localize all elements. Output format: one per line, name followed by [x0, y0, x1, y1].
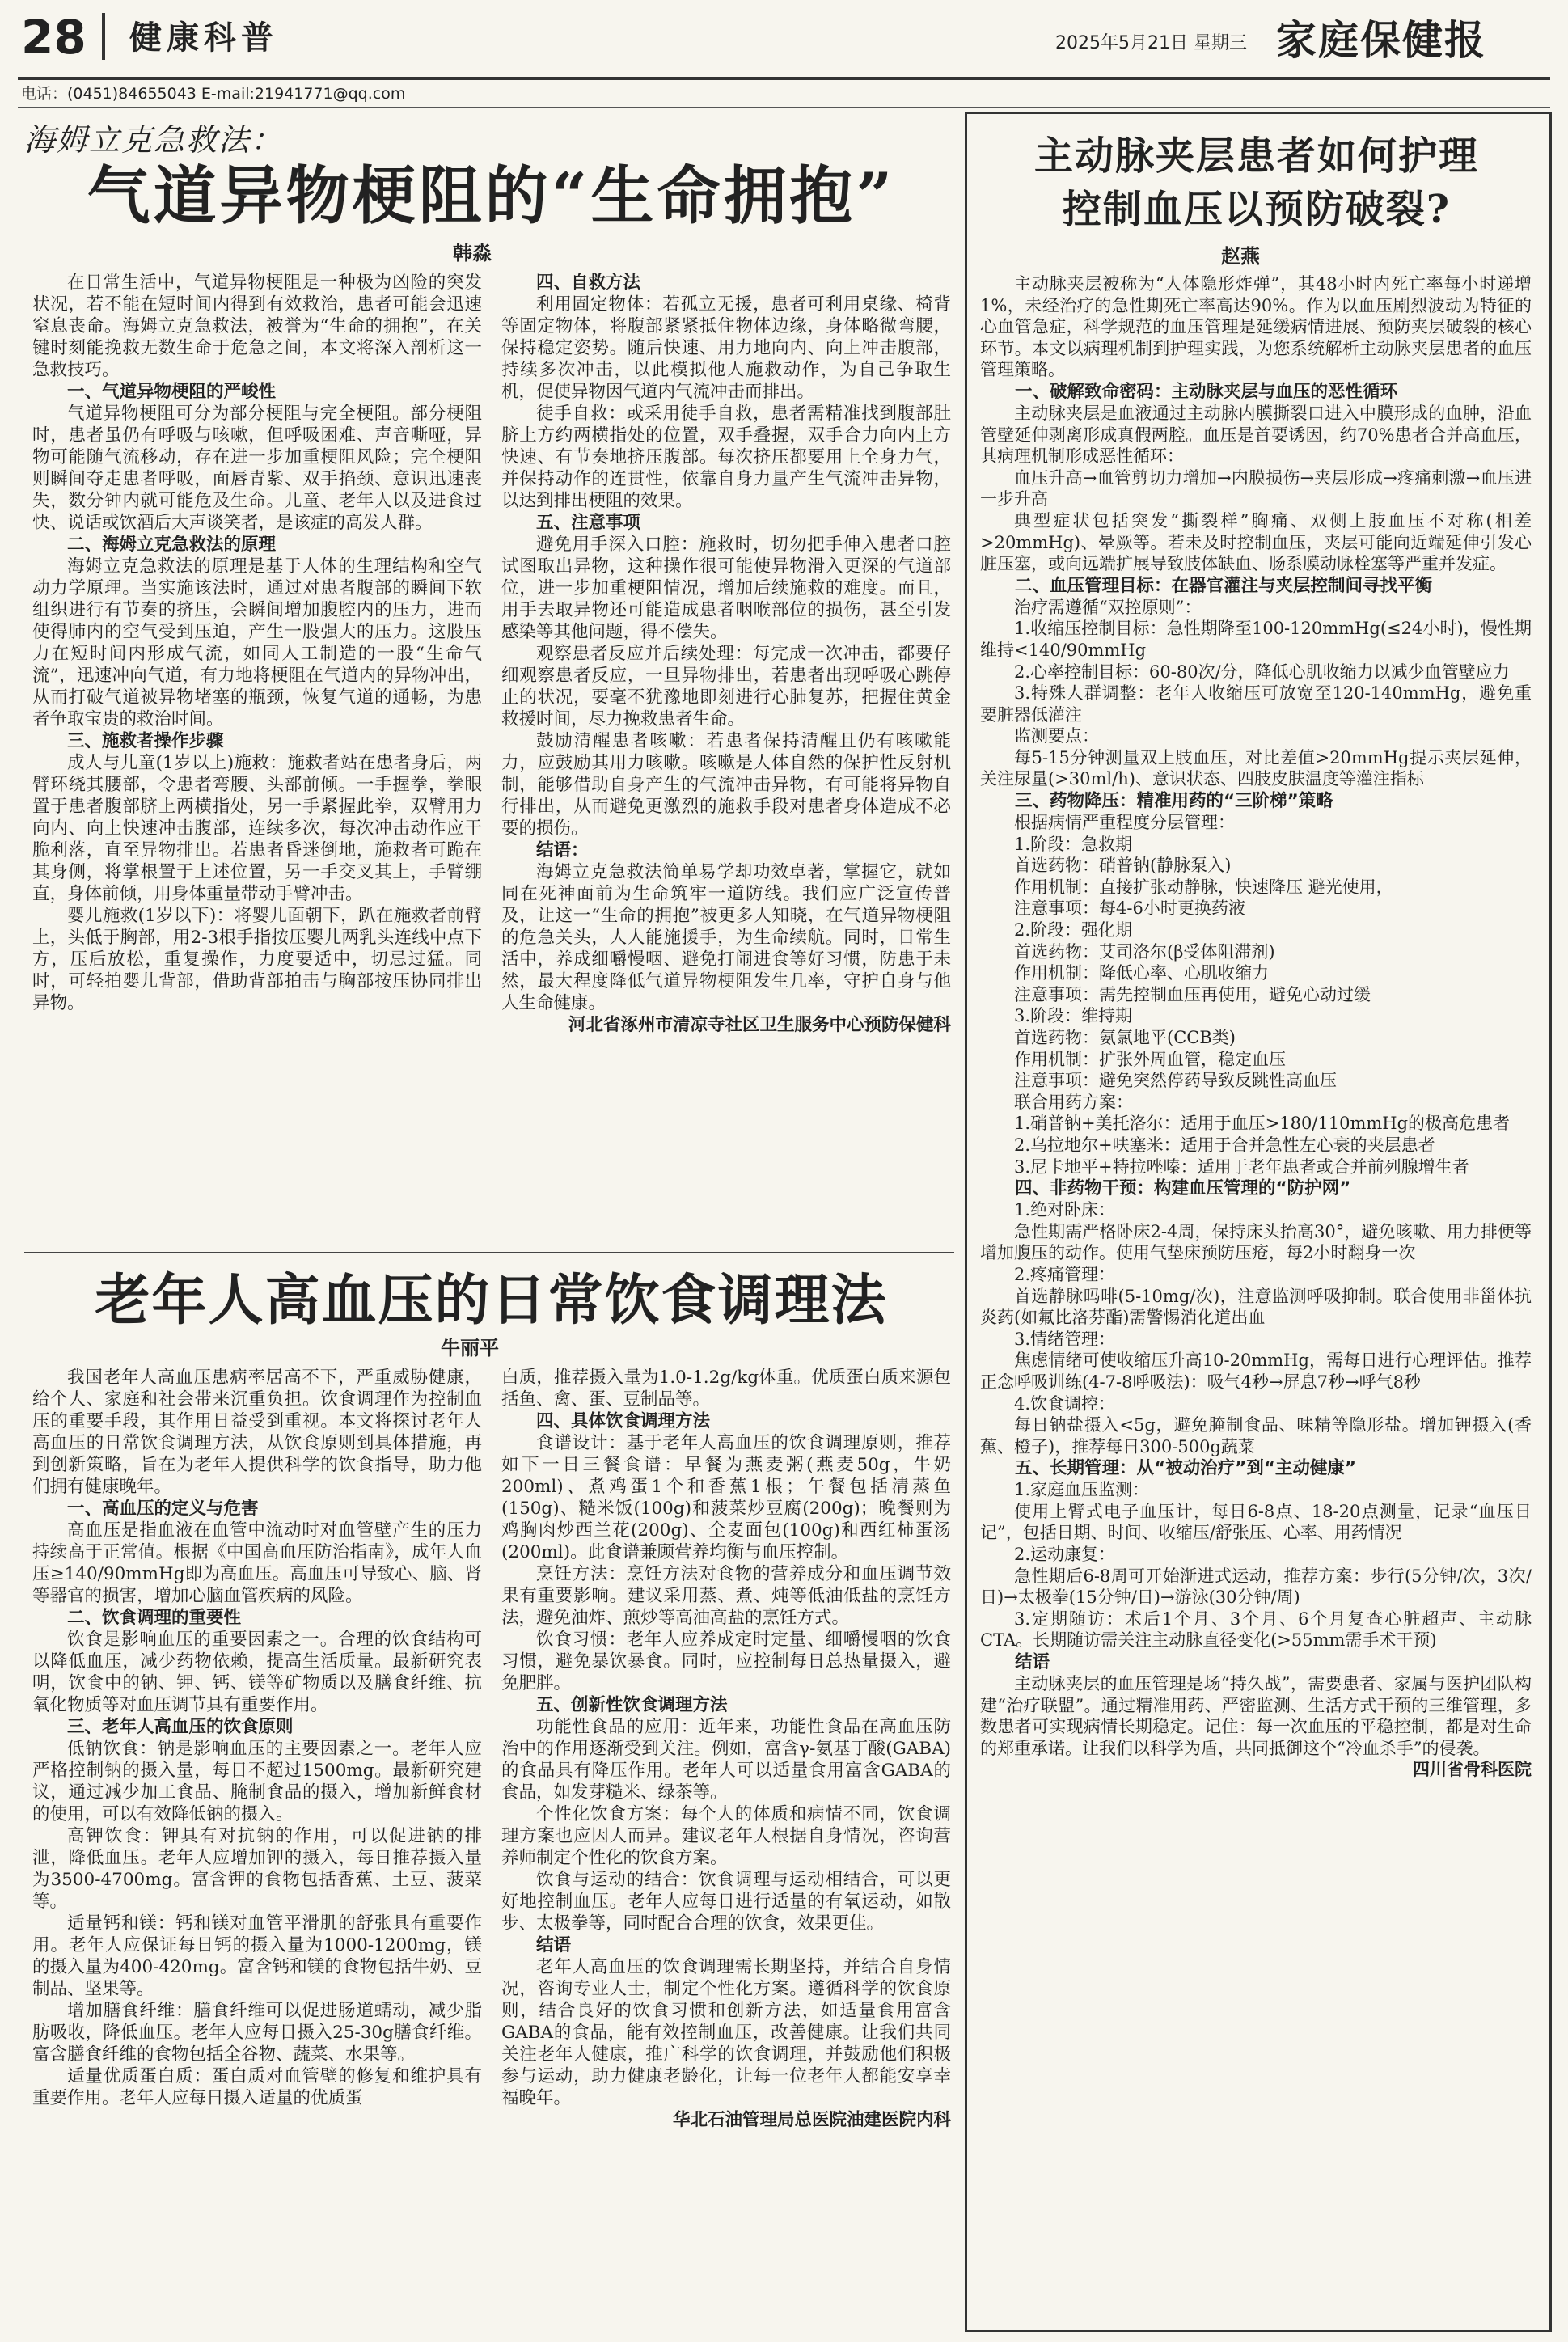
- paragraph: 首选药物：硝普钠(静脉泵入): [1014, 856, 1232, 876]
- article1-column-1: [32, 272, 482, 1014]
- paragraph: 3.阶段：维持期: [1014, 1006, 1133, 1026]
- byline-institution: 华北石油管理局总医院油建医院内科: [672, 2110, 951, 2130]
- subheading: 三、老年人高血压的饮食原则: [67, 1717, 294, 1737]
- paragraph: 1.家庭血压监测：: [1014, 1480, 1150, 1500]
- paragraph: 利用固定物体：若孤立无援，患者可利用桌缘、椅背等固定物体，将腹部紧紧抵住物体边缘，身体略微弯腰，保持稳定姿势。随后快速、用力地向内、向上冲击腹部，持续多次冲击，以此模拟他人施救动作，为自己争取生机，促使异物因气道内气流冲击而排出。: [501, 294, 951, 402]
- paragraph: 典型症状包括突发“撕裂样”胸痛、双侧上肢血压不对称(相差>20mmHg)、晕厥等。若未及时控制血压，夹层可能向近端延伸引发心脏压塞，或向远端扩展导致肢体缺血、肠系膜动脉栓塞等严重并发症。: [980, 510, 1532, 574]
- header-rule: [18, 77, 1550, 80]
- contact-rule: [18, 107, 1550, 108]
- subheading: 一、破解致命密码：主动脉夹层与血压的恶性循环: [1015, 381, 1398, 402]
- paragraph: 使用上臂式电子血压计，每日6-8点、18-20点测量，记录“血压日记”，包括日期、时间、收缩压/舒张压、心率、用药情况: [980, 1501, 1532, 1543]
- article2-column-1: [32, 1367, 482, 2109]
- paragraph: 联合用药方案：: [1014, 1092, 1133, 1112]
- paragraph: 老年人高血压的饮食调理需长期坚持，并结合自身情况，咨询专业人士，制定个性化方案。遵循科学的饮食原则，结合良好的饮食习惯和创新方法，如适量食用富含GABA的食品，能有效控制血压，改善健康。让我们共同关注老年人健康，推广科学的饮食调理，并鼓励他们积极参与运动，助力健康老龄化，让每一位老年人都能安享幸福晚年。: [501, 1957, 951, 2108]
- byline-institution: 河北省涿州市清凉寺社区卫生服务中心预防保健科: [568, 1015, 951, 1035]
- paragraph: 2.疼痛管理：: [1014, 1264, 1116, 1284]
- paragraph: 低钠饮食：钠是影响血压的主要因素之一。老年人应严格控制钠的摄入量，每日不超过1500mg。最新研究建议，通过减少加工食品、腌制食品的摄入，增加新鲜食材的使用，可以有效降低钠的摄入。: [32, 1739, 482, 1824]
- paragraph: 我国老年人高血压患病率居高不下，严重威胁健康，给个人、家庭和社会带来沉重负担。饮食调理作为控制血压的重要手段，其作用日益受到重视。本文将探讨老年人高血压的日常饮食调理方法，从饮食原则到具体措施，再到创新策略，旨在为老年人提供科学的饮食指导，助力他们拥有健康晚年。: [32, 1368, 482, 1497]
- paragraph: 每5-15分钟测量双上肢血压，对比差值>20mmHg提示夹层延伸，关注尿量(>30ml/h)、意识状态、四肢皮肤温度等灌注指标: [980, 747, 1532, 789]
- paragraph: 海姆立克急救法简单易学却功效卓著，掌握它，就如同在死神面前为生命筑牢一道防线。我们应广泛宣传普及，让这一“生命的拥抱”被更多人知晓，在气道异物梗阻的危急关头，人人能施援手，为生命续航。同时，日常生活中，养成细嚼慢咽、避免打闹进食等好习惯，防患于未然，最大程度降低气道异物梗阻发生几率，守护自身与他人生命健康。: [501, 862, 951, 1013]
- paragraph: 高钾饮食：钾具有对抗钠的作用，可以促进钠的排泄，降低血压。老年人应增加钾的摄入，每日推荐摄入量为3500-4700mg。富含钾的食物包括香蕉、土豆、菠菜等。: [32, 1826, 482, 1912]
- paragraph: 食谱设计：基于老年人高血压的饮食调理原则，推荐如下一日三餐食谱：早餐为燕麦粥(燕麦50g，牛奶200ml)、煮鸡蛋1个和香蕉1根；午餐包括清蒸鱼(150g)、糙米饭(100g)和菠菜炒豆腐(200g)；晚餐则为鸡胸肉炒西兰花(200g)、全麦面包(100g)和西红柿蛋汤(200ml)。此食谱兼顾营养均衡与血压控制。: [501, 1433, 951, 1562]
- subheading: 五、创新性饮食调理方法: [536, 1695, 728, 1715]
- paragraph: 血压升高→血管剪切力增加→内膜损伤→夹层形成→疼痛刺激→血压进一步升高: [980, 467, 1532, 509]
- paragraph: 2.乌拉地尔+呋塞米：适用于合并急性左心衰的夹层患者: [1014, 1135, 1435, 1155]
- paragraph: 焦虑情绪可使收缩压升高10-20mmHg，需每日进行心理评估。推荐正念呼吸训练(4-7-8呼吸法)：吸气4秒→屏息7秒→呼气8秒: [980, 1351, 1532, 1392]
- subheading: 二、饮食调理的重要性: [67, 1608, 242, 1628]
- paragraph: 在日常生活中，气道异物梗阻是一种极为凶险的突发状况，若不能在短时间内得到有效救治，患者可能会迅速窒息丧命。海姆立克急救法，被誉为“生命的拥抱”，在关键时刻能挽救无数生命于危急之间，本文将深入剖析这一急救技巧。: [32, 273, 482, 380]
- article-divider: [24, 1252, 954, 1253]
- issue-date: 2025年5月21日 星期三: [1055, 33, 1247, 53]
- article1-column-2: [501, 272, 951, 1036]
- subheading: 五、注意事项: [536, 513, 641, 533]
- paragraph: 增加膳食纤维：膳食纤维可以促进肠道蠕动，减少脂肪吸收，降低血压。老年人应每日摄入25-30g膳食纤维。富含膳食纤维的食物包括全谷物、蔬菜、水果等。: [32, 2001, 482, 2065]
- paragraph: 注意事项：需先控制血压再使用，避免心动过缓: [1014, 984, 1371, 1004]
- paragraph: 烹饪方法：烹饪方法对食物的营养成分和血压调节效果有重要影响。建议采用蒸、煮、炖等低油低盐的烹饪方法，避免油炸、煎炒等高油高盐的烹饪方式。: [501, 1564, 951, 1628]
- paragraph: 根据病情严重程度分层管理：: [1014, 813, 1235, 833]
- paragraph: 注意事项：避免突然停药导致反跳性高血压: [1014, 1071, 1337, 1091]
- paragraph: 1.硝普钠+美托洛尔：适用于血压>180/110mmHg的极高危患者: [1014, 1114, 1511, 1134]
- paragraph: 高血压是指血液在血管中流动时对血管壁产生的压力持续高于正常值。根据《中国高血压防治指南》，成年人血压≥140/90mmHg即为高血压。高血压可导致心、脑、肾等器官的损害，增加心脑血管疾病的风险。: [32, 1520, 482, 1606]
- paragraph: 主动脉夹层是血液通过主动脉内膜撕裂口进入中膜形成的血肿，沿血管壁延伸剥离形成真假两腔。血压是首要诱因，约70%患者合并高血压，其病理机制形成恶性循环：: [980, 403, 1532, 467]
- paragraph: 急性期后6-8周可开始渐进式运动，推荐方案：步行(5分钟/次，3次/日)→太极拳(15分钟/日)→游泳(30分钟/周): [980, 1566, 1532, 1608]
- paragraph: 饮食与运动的结合：饮食调理与运动相结合，可以更好地控制血压。老年人应每日进行适量的有氧运动，如散步、太极拳等，同时配合合理的饮食，效果更佳。: [501, 1870, 951, 1934]
- subheading: 四、具体饮食调理方法: [536, 1411, 711, 1431]
- paragraph: 1.绝对卧床：: [1014, 1200, 1116, 1220]
- paragraph: 首选药物：艾司洛尔(β受体阻滞剂): [1014, 941, 1275, 962]
- paragraph: 2.心率控制目标：60-80次/分，降低心肌收缩力以减少血管壁应力: [1014, 662, 1510, 682]
- paragraph: 3.特殊人群调整：老年人收缩压可放宽至120-140mmHg，避免重要脏器低灌注: [980, 683, 1532, 725]
- paragraph: 适量优质蛋白质：蛋白质对血管壁的修复和维护具有重要作用。老年人应每日摄入适量的优质蛋: [32, 2066, 482, 2108]
- paragraph: 首选静脉吗啡(5-10mg/次)，注意监测呼吸抑制。联合使用非甾体抗炎药(如氟比洛芬酯)需警惕消化道出血: [980, 1286, 1532, 1328]
- article3-title-line1: 主动脉夹层患者如何护理: [1033, 133, 1479, 179]
- paragraph: 1.收缩压控制目标：急性期降至100-120mmHg(≤24小时)，慢性期维持<140/90mmHg: [980, 619, 1532, 660]
- article3-body: [980, 273, 1532, 1781]
- subheading: 四、非药物干预：构建血压管理的“防护网”: [1015, 1178, 1351, 1199]
- page-number: 28: [21, 10, 87, 65]
- subheading: 一、气道异物梗阻的严峻性: [67, 382, 277, 402]
- paragraph: 3.定期随访：术后1个月、3个月、6个月复查心脏超声、主动脉CTA。长期随访需关注主动脉直径变化(>55mm需手术干预): [980, 1609, 1532, 1651]
- paragraph: 饮食习惯：老年人应养成定时定量、细嚼慢咽的饮食习惯，避免暴饮暴食。同时，应控制每日总热量摄入，避免肥胖。: [501, 1630, 951, 1693]
- subheading: 二、血压管理目标：在器官灌注与夹层控制间寻找平衡: [1015, 575, 1433, 596]
- paragraph: 4.饮食调控：: [1014, 1393, 1116, 1414]
- paragraph: 监测要点：: [1014, 726, 1099, 746]
- paragraph: 鼓励清醒患者咳嗽：若患者保持清醒且仍有咳嗽能力，应鼓励其用力咳嗽。咳嗽是人体自然的保护性反射机制，能够借助自身产生的气流冲击异物，有可能将异物自行排出，从而避免更激烈的施救手段对患者身体造成不必要的损伤。: [501, 731, 951, 839]
- paragraph: 海姆立克急救法的原理是基于人体的生理结构和空气动力学原理。当实施该法时，通过对患者腹部的瞬间下软组织进行有节奏的挤压，会瞬间增加腹腔内的压力，进而使得肺内的空气受到压迫，产生一股强大的压力。这股压力在短时间内形成气流，如同人工制造的一股“生命气流”，迅速冲向气道，有力地将梗阻在气道内的异物冲出，从而打破气道被异物堵塞的瓶颈，恢复气道的通畅，为患者争取宝贵的救治时间。: [32, 556, 482, 729]
- article1-author: 韩淼: [453, 242, 492, 264]
- paragraph: 主动脉夹层的血压管理是场“持久战”，需要患者、家属与医护团队构建“治疗联盟”。通过精准用药、严密监测、生活方式干预的三维管理，多数患者可实现病情长期稳定。记住：每一次血压的平稳控制，都是对生命的郑重承诺。让我们以科学为盾，共同抵御这个“冷血杀手”的侵袭。: [980, 1674, 1532, 1758]
- paragraph: 治疗需遵循“双控原则”：: [1014, 597, 1202, 617]
- paragraph: 婴儿施救(1岁以下)：将婴儿面朝下，趴在施救者前臂上，头低于胸部，用2-3根手指按压婴儿两乳头连线中点下方，压后放松，重复操作，力度要适中，切忌过猛。同时，可轻拍婴儿背部，借助背部拍击与胸部按压协同排出异物。: [32, 906, 482, 1013]
- subheading: 结语: [1015, 1652, 1050, 1673]
- byline-institution: 四川省骨科医院: [1413, 1760, 1532, 1780]
- paragraph: 作用机制：扩张外周血管，稳定血压: [1014, 1049, 1286, 1069]
- article2-author: 牛丽平: [441, 1337, 499, 1359]
- article1-kicker: 海姆立克急救法：: [24, 122, 284, 158]
- paragraph: 适量钙和镁：钙和镁对血管平滑肌的舒张具有重要作用。老年人应保证每日钙的摄入量为1000-1200mg，镁的摄入量为400-420mg。富含钙和镁的食物包括牛奶、豆制品、坚果等。: [32, 1913, 482, 1999]
- paragraph: 避免用手深入口腔：施救时，切勿把手伸入患者口腔试图取出异物，这种操作很可能使异物滑入更深的气道部位，进一步加重梗阻情况，增加后续施救的难度。而且，用手去取异物还可能造成患者咽喉部位的损伤，甚至引发感染等其他问题，得不偿失。: [501, 535, 951, 642]
- paragraph: 成人与儿童(1岁以上)施救：施救者站在患者身后，两臂环绕其腰部，令患者弯腰、头部前倾。一手握拳，拳眼置于患者腹部脐上两横指处，另一手紧握此拳，双臂用力向内、向上快速冲击腹部，连续多次，每次冲击动作应干脆利落，直至异物排出。若患者昏迷倒地，施救者可跪在其身侧，将掌根置于上述位置，另一手交叉其上，手臂绷直，身体前倾，用身体重量带动手臂冲击。: [32, 753, 482, 904]
- article3-title: [969, 129, 1545, 236]
- paragraph: 个性化饮食方案：每个人的体质和病情不同，饮食调理方案也应因人而异。建议老年人根据自身情况，咨询营养师制定个性化的饮食方案。: [501, 1804, 951, 1868]
- section-title: 健康科普: [129, 19, 278, 57]
- paragraph: 气道异物梗阻可分为部分梗阻与完全梗阻。部分梗阻时，患者虽仍有呼吸与咳嗽，但呼吸困难、声音嘶哑，异物可能随气流移动，存在进一步加重梗阻风险；完全梗阻则瞬间夺走患者呼吸，面唇青紫、双手掐颈、意识迅速丧失，数分钟内就可能危及生命。儿童、老年人以及进食过快、说话或饮酒后大声谈笑者，是该症的高发人群。: [32, 404, 482, 533]
- subheading: 三、施救者操作步骤: [67, 731, 224, 751]
- paragraph: 注意事项：每4-6小时更换药液: [1014, 898, 1245, 919]
- subheading: 二、海姆立克急救法的原理: [67, 535, 277, 555]
- article2-column-2: [501, 1367, 951, 2131]
- paragraph: 观察患者反应并后续处理：每完成一次冲击，都要仔细观察患者反应，一旦异物排出，若患者出现呼吸心跳停止的状况，要毫不犹豫地即刻进行心肺复苏，把握住黄金救援时间，尽力挽救患者生命。: [501, 644, 951, 729]
- header-divider: [102, 13, 105, 60]
- subheading: 五、长期管理：从“被动治疗”到“主动健康”: [1015, 1458, 1357, 1479]
- article3-title-line2: 控制血压以预防破裂?: [1062, 187, 1452, 232]
- contact-line: 电话：(0451)84655043 E-mail:21941771@qq.com: [21, 85, 406, 103]
- paragraph: 每日钠盐摄入<5g，避免腌制食品、味精等隐形盐。增加钾摄入(香蕉、橙子)，推荐每日300-500g蔬菜: [980, 1415, 1532, 1456]
- paragraph: 饮食是影响血压的重要因素之一。合理的饮食结构可以降低血压，减少药物依赖，提高生活质量。最新研究表明，饮食中的钠、钾、钙、镁等矿物质以及膳食纤维、抗氧化物质等对血压调节具有重要作用。: [32, 1630, 482, 1715]
- subheading: 结语: [536, 1935, 572, 1955]
- paragraph: 作用机制：降低心率、心肌收缩力: [1014, 963, 1269, 983]
- paragraph: 2.运动康复：: [1014, 1545, 1116, 1565]
- paragraph: 主动脉夹层被称为“人体隐形炸弹”，其48小时内死亡率每小时递增1%，未经治疗的急性期死亡率高达90%。作为以血压剧烈波动为特征的心血管急症，科学规范的血压管理是延缓病情进展、预防夹层破裂的核心环节。本文以病理机制到护理实践，为您系统解析主动脉夹层患者的血压管理策略。: [980, 274, 1532, 380]
- subheading: 四、自救方法: [536, 273, 641, 293]
- subheading: 三、药物降压：精准用药的“三阶梯”策略: [1015, 791, 1333, 812]
- paragraph: 首选药物：氨氯地平(CCB类): [1014, 1028, 1236, 1047]
- paragraph: 徒手自救：或采用徒手自救，患者需精准找到腹部肚脐上方约两横指处的位置，双手叠握，双手合力向内上方快速、有节奏地挤压腹部。每次挤压都要用上全身力气，并保持动作的连贯性，依靠自身力量产生气流冲击异物，以达到排出梗阻的效果。: [501, 404, 951, 511]
- subheading: 一、高血压的定义与危害: [67, 1499, 259, 1519]
- article3-author: 赵燕: [1221, 245, 1260, 268]
- paragraph: 3.情绪管理：: [1014, 1329, 1116, 1349]
- article1-title: 气道异物梗阻的“生命拥抱”: [87, 159, 896, 233]
- paragraph: 3.尼卡地平+特拉唑嗪：适用于老年患者或合并前列腺增生者: [1014, 1156, 1469, 1177]
- paragraph: 2.阶段：强化期: [1014, 920, 1133, 941]
- paragraph: 作用机制：直接扩张动静脉，快速降压 避光使用，: [1014, 877, 1393, 897]
- paragraph: 功能性食品的应用：近年来，功能性食品在高血压防治中的作用逐渐受到关注。例如，富含γ-氨基丁酸(GABA)的食品具有降压作用。老年人可以适量食用富含GABA的食品，如发芽糙米、绿茶等。: [501, 1717, 951, 1803]
- newspaper-name: 家庭保健报: [1276, 16, 1486, 64]
- article2-title: 老年人高血压的日常饮食调理法: [95, 1268, 888, 1333]
- paragraph: 急性期需严格卧床2-4周，保持床头抬高30°，避免咳嗽、用力排便等增加腹压的动作。使用气垫床预防压疮，每2小时翻身一次: [980, 1221, 1532, 1263]
- subheading: 结语：: [536, 840, 589, 860]
- paragraph: 白质，推荐摄入量为1.0-1.2g/kg体重。优质蛋白质来源包括鱼、禽、蛋、豆制品等。: [501, 1368, 951, 1410]
- paragraph: 1.阶段：急救期: [1014, 834, 1133, 854]
